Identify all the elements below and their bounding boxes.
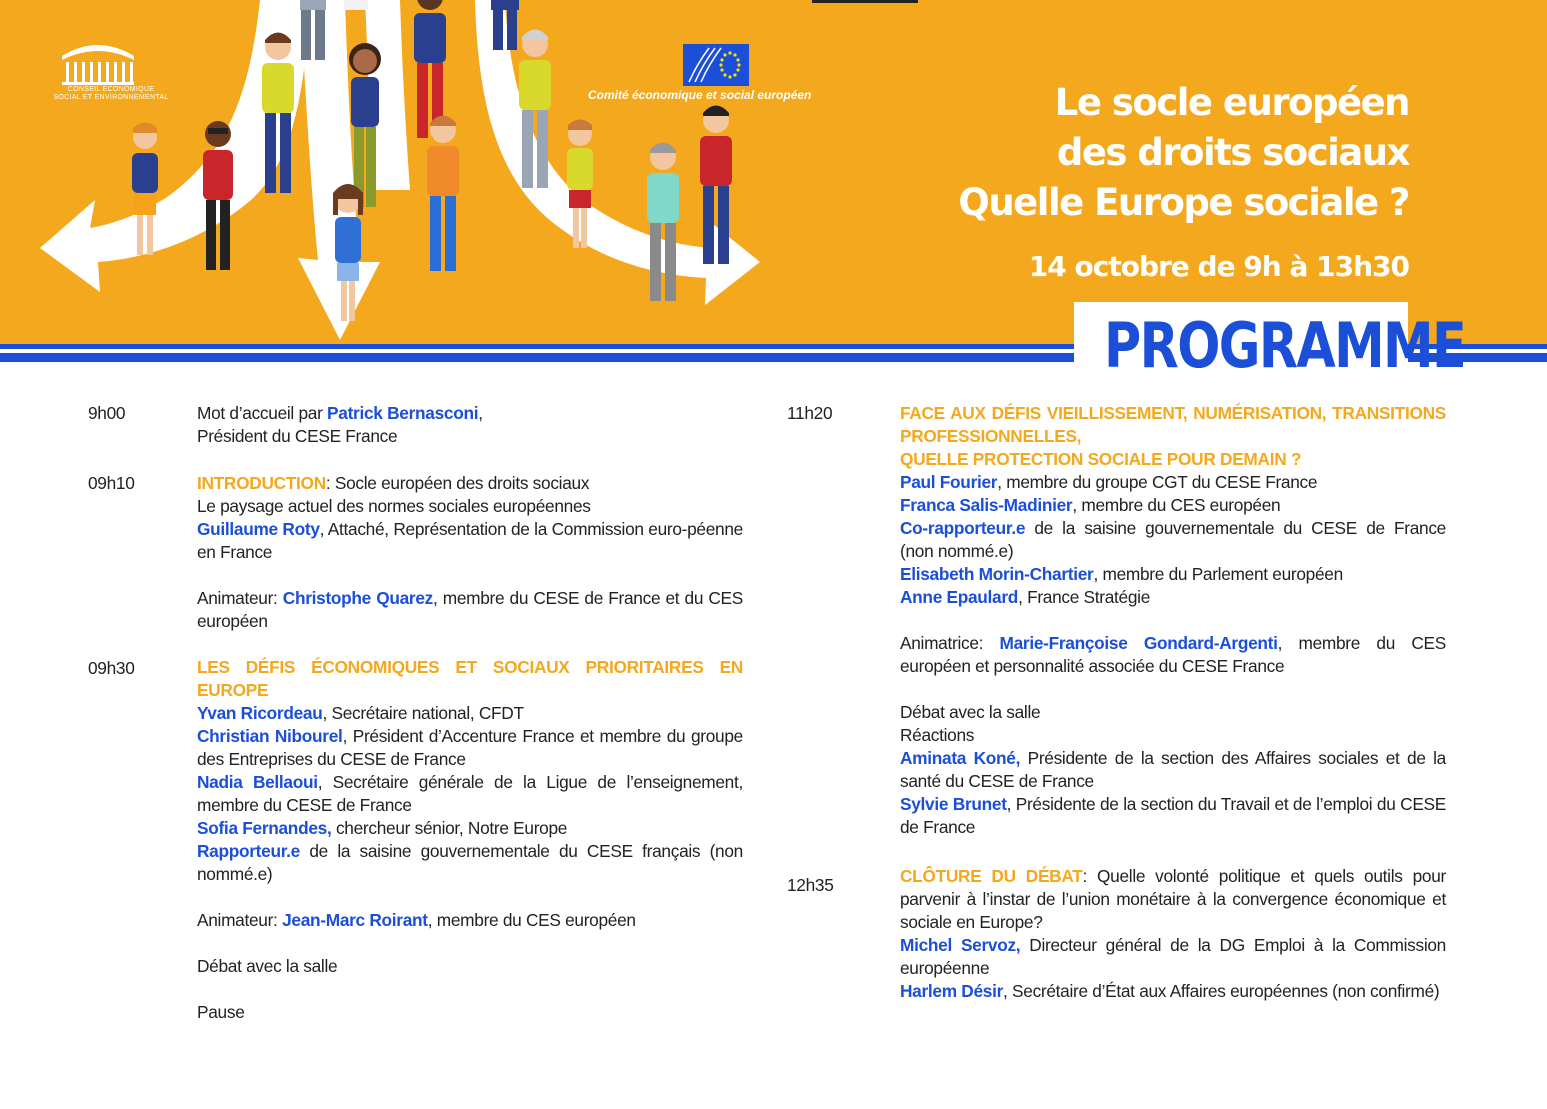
session-heading: LES DÉFIS ÉCONOMIQUES ET SOCIAUX PRIORITAIRES EN EUROPE bbox=[197, 657, 743, 700]
header-banner bbox=[0, 0, 1547, 344]
speaker-name: Harlem Désir bbox=[900, 981, 1004, 1001]
time-12h35: 12h35 bbox=[787, 875, 834, 895]
event-title bbox=[958, 78, 1409, 228]
speaker-name: Franca Salis-Madinier bbox=[900, 495, 1073, 515]
speaker-name: Co-rapporteur.e bbox=[900, 518, 1026, 538]
session-heading: INTRODUCTION bbox=[197, 473, 326, 493]
speaker-name: Sofia Fernandes, bbox=[197, 818, 332, 838]
time-09h10: 09h10 bbox=[88, 473, 135, 493]
time-09h30: 09h30 bbox=[88, 658, 135, 678]
session-heading: FACE AUX DÉFIS VIEILLISSEMENT, NUMÉRISATION, TRANSITIONS PROFESSIONNELLES, bbox=[900, 403, 1446, 446]
eesc-caption: Comité économique et social européen bbox=[588, 88, 812, 102]
moderator-name: Christophe Quarez bbox=[282, 588, 433, 608]
cese-logo-line-1: CONSEIL ÉCONOMIQUE bbox=[67, 86, 155, 93]
event-date: 14 octobre de 9h à 13h30 bbox=[1028, 250, 1409, 283]
speaker-name: Rapporteur.e bbox=[197, 841, 300, 861]
moderator-name: Marie-Françoise Gondard-Argenti bbox=[999, 633, 1278, 653]
speaker-name: Paul Fourier bbox=[900, 472, 998, 492]
speaker-name: Guillaume Roty bbox=[197, 519, 320, 539]
time-11h20: 11h20 bbox=[787, 403, 833, 423]
speaker-name: Anne Epaulard bbox=[900, 587, 1019, 607]
speaker-name: Michel Servoz, bbox=[900, 935, 1021, 955]
speaker-name: Christian Nibourel bbox=[197, 726, 343, 746]
session-heading: CLÔTURE DU DÉBAT bbox=[900, 866, 1083, 886]
title-line-2: des droits sociaux bbox=[1056, 131, 1409, 174]
people-figures bbox=[132, 0, 732, 321]
session-heading-2: QUELLE PROTECTION SOCIALE POUR DEMAIN ? bbox=[900, 449, 1302, 469]
title-line-3: Quelle Europe sociale ? bbox=[958, 181, 1409, 224]
speaker-name: Sylvie Brunet bbox=[900, 794, 1007, 814]
moderator-name: Jean-Marc Roirant bbox=[282, 910, 428, 930]
eesc-flag-icon bbox=[683, 44, 749, 86]
speaker-name: Aminata Koné, bbox=[900, 748, 1021, 768]
time-9h00: 9h00 bbox=[88, 403, 126, 423]
cese-building-icon bbox=[58, 40, 138, 86]
programme-label: PROGRAMME bbox=[1104, 309, 1466, 382]
speaker-name: Elisabeth Morin-Chartier bbox=[900, 564, 1094, 584]
speaker-name: Yvan Ricordeau bbox=[197, 703, 323, 723]
speaker-name: Nadia Bellaoui bbox=[197, 772, 318, 792]
session-introduction: INTRODUCTION: Socle européen des droits sociaux Le paysage actuel des normes sociales européennes Guillaume Roty, Attaché, Représentation de la Commission euro-péenne en France Animateur: Christophe Quarez, membre du CESE de France et du CES européen bbox=[197, 473, 743, 631]
session-protection-sociale: FACE AUX DÉFIS VIEILLISSEMENT, NUMÉRISATION, TRANSITIONS PROFESSIONNELLES, QUELLE PROTECTION SOCIALE POUR DEMAIN ? Paul Fourier, membre du groupe CGT du CESE France Franca Salis-Madinier, membre du CES européen Co-rapporteur.e de la saisine gouvernementale du CESE de France (non nommé.e) Elisabeth Morin-Chartier, membre du Parlement européen Anne Epaulard, France Stratégie Animatrice: Marie-Françoise Gondard-Argenti, membre du CES européen et personnalité associée du CESE France Débat avec la salle Réactions Aminata Koné, Présidente de la section des Affaires sociales et de la santé du CESE de France Sylvie Brunet, Présidente de la section du Travail et de l’emploi du CESE de France bbox=[900, 403, 1447, 837]
title-line-1: Le socle européen bbox=[1054, 81, 1409, 124]
session-welcome: Mot d’accueil par Patrick Bernasconi, Président du CESE France bbox=[197, 403, 483, 446]
cese-logo-line-2: SOCIAL ET ENVIRONNEMENTAL bbox=[53, 94, 169, 101]
session-defis: LES DÉFIS ÉCONOMIQUES ET SOCIAUX PRIORITAIRES EN EUROPE Yvan Ricordeau, Secrétaire national, CFDT Christian Nibourel, Président d’Accenture France et membre du groupe des Entreprises du CESE de France Nadia Bellaoui, Secrétaire générale de la Ligue de l’enseignement, membre du CESE de France Sofia Fernandes, chercheur sénior, Notre Europe Rapporteur.e de la saisine gouvernementale du CESE français (non nommé.e) Animateur: Jean-Marc Roirant, membre du CES européen Débat avec la salle Pause bbox=[197, 657, 743, 1022]
session-cloture: CLÔTURE DU DÉBAT: Quelle volonté politique et quels outils pour parvenir à l’instar de l’union monétaire à la convergence économique et sociale en Europe? Michel Servoz, Directeur général de la DG Emploi à la Commission européenne Harlem Désir, Secrétaire d’État aux Affaires européennes (non confirmé) bbox=[900, 866, 1446, 1001]
speaker-name: Patrick Bernasconi bbox=[327, 403, 479, 423]
cese-logo bbox=[46, 40, 176, 102]
